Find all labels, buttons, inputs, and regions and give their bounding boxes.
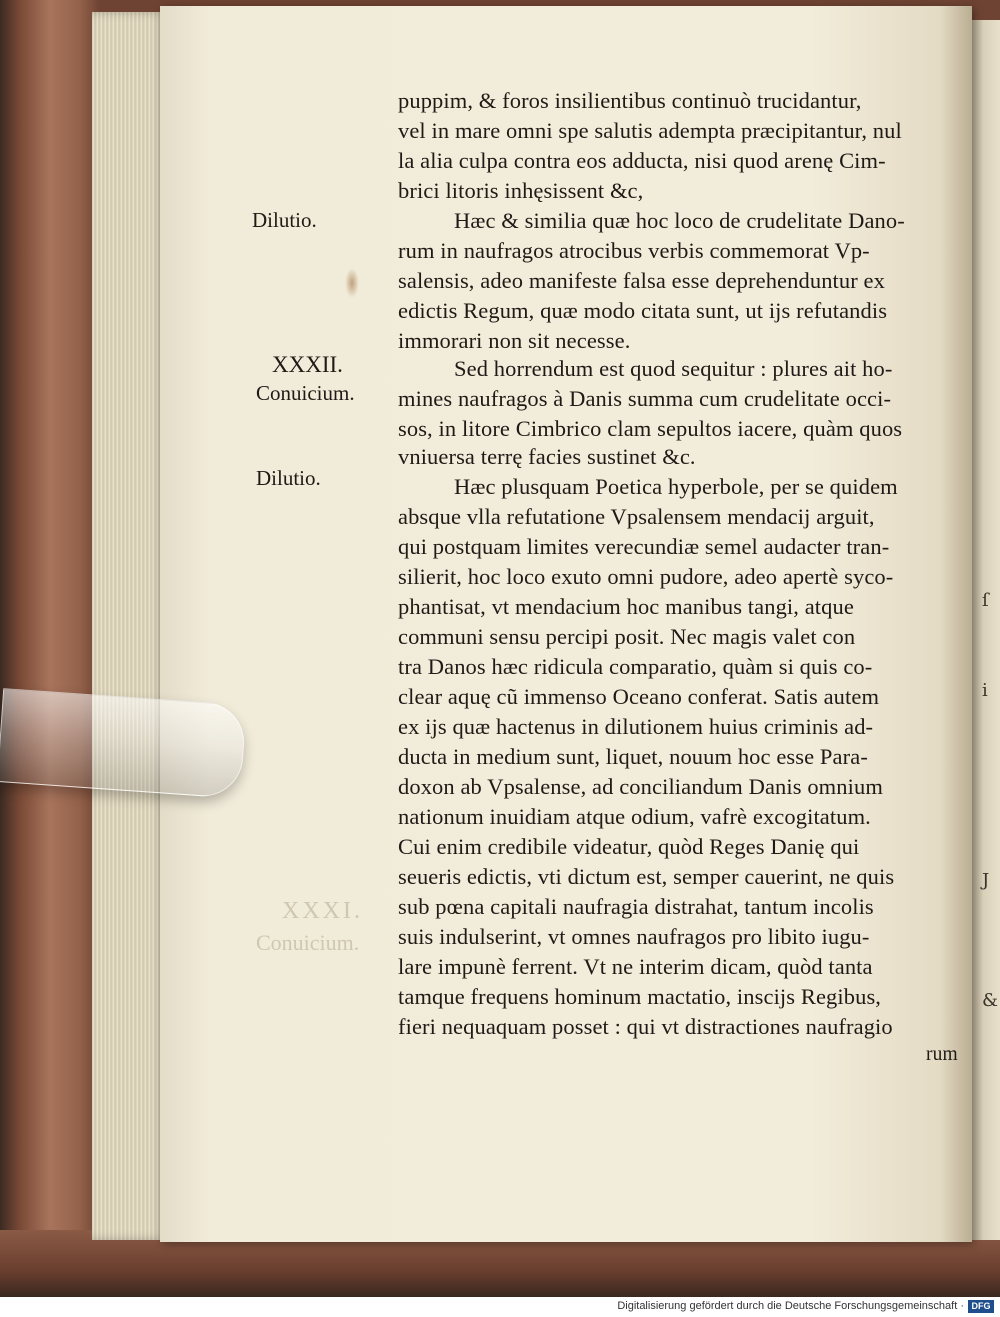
- text-line: vniuersa terrę facies sustinet &c.: [398, 444, 696, 469]
- bleed-through-label: Conuicium.: [256, 930, 360, 955]
- text-line: brici litoris inhęsissent &c,: [398, 178, 644, 203]
- text-line: doxon ab Vpsalense, ad conciliandum Danis omnium: [398, 774, 883, 799]
- margin-note-dilutio: Dilutio.: [252, 208, 317, 232]
- page-stain: [345, 268, 359, 298]
- text-line: sos, in litore Cimbrico clam sepultos iacere, quàm quos: [398, 416, 903, 441]
- text-line: sub pœna capitali naufragia distrahat, tantum incolis: [398, 894, 874, 919]
- facing-page-fragment: &: [982, 990, 999, 1011]
- text-line: rum in naufragos atrocibus verbis commemorat Vp-: [398, 238, 870, 263]
- text-line: nationum inuidiam atque odium, vafrè excogitatum.: [398, 804, 871, 829]
- text-line: lare impunè ferrent. Vt ne interim dicam, quòd tanta: [398, 954, 873, 979]
- text-line: phantisat, vt mendacium hoc manibus tangi, atque: [398, 594, 854, 619]
- text-line: seueris edictis, vti dictum est, semper cauerint, ne quis: [398, 864, 895, 889]
- text-line: clear aquę cũ immenso Oceano conferat. Satis autem: [398, 684, 880, 709]
- footer-bar: [0, 1297, 1000, 1317]
- text-line: ex ijs quæ hactenus in dilutionem huius criminis ad-: [398, 714, 874, 739]
- text-line: mines naufragos à Danis summa cum crudelitate occi-: [398, 386, 892, 411]
- facing-page-fragment: i: [982, 680, 988, 701]
- text-line: immorari non sit necesse.: [398, 328, 631, 353]
- margin-note-dilutio: Dilutio.: [256, 466, 321, 490]
- page-edges: [92, 12, 168, 1240]
- catchword: rum: [926, 1044, 958, 1065]
- margin-note-number: XXXII.: [272, 352, 343, 377]
- footer-credit: Digitalisierung gefördert durch die Deutsche Forschungsgemeinschaft ·: [617, 1300, 964, 1312]
- facing-page-fragment: J: [982, 870, 990, 891]
- page-holder-clip: [0, 688, 247, 799]
- text-line: Hæc & similia quæ hoc loco de crudelitate Dano-: [454, 208, 905, 233]
- text-line: Sed horrendum est quod sequitur : plures ait ho-: [454, 356, 893, 381]
- text-line: salensis, adeo manifeste falsa esse deprehenduntur ex: [398, 268, 885, 293]
- text-line: ducta in medium sunt, liquet, nouum hoc esse Para-: [398, 744, 868, 769]
- text-line: Hæc plusquam Poetica hyperbole, per se quidem: [454, 474, 898, 499]
- text-line: communi sensu percipi posit. Nec magis valet con: [398, 624, 856, 649]
- text-line: tamque frequens hominum mactatio, inscijs Regibus,: [398, 984, 882, 1009]
- text-line: suis indulserint, vt omnes naufragos pro libito iugu-: [398, 924, 870, 949]
- text-line: fieri nequaquam posset : qui vt distractiones naufragio: [398, 1014, 893, 1039]
- bleed-through-number: XXXI.: [282, 898, 363, 924]
- text-line: absque vlla refutatione Vpsalensem mendacij arguit,: [398, 504, 875, 529]
- text-line: tra Danos hæc ridicula comparatio, quàm si quis co-: [398, 654, 873, 679]
- text-line: silierit, hoc loco exuto omni pudore, adeo apertè syco-: [398, 564, 894, 589]
- text-line: la alia culpa contra eos adducta, nisi quod arenę Cim-: [398, 148, 886, 173]
- text-line: vel in mare omni spe salutis adempta præcipitantur, nul: [398, 118, 902, 143]
- margin-note-conuicium: Conuicium.: [256, 381, 355, 405]
- facing-page-sliver: [972, 20, 1000, 1240]
- dfg-logo: DFG: [968, 1300, 994, 1313]
- text-line: Cui enim credibile videatur, quòd Reges Danię qui: [398, 834, 860, 859]
- text-line: puppim, & foros insilientibus continuò trucidantur,: [398, 88, 862, 113]
- text-line: edictis Regum, quæ modo citata sunt, ut ijs refutandis: [398, 298, 888, 323]
- facing-page-fragment: ſ: [982, 590, 989, 611]
- text-line: qui postquam limites verecundiæ semel audacter tran-: [398, 534, 890, 559]
